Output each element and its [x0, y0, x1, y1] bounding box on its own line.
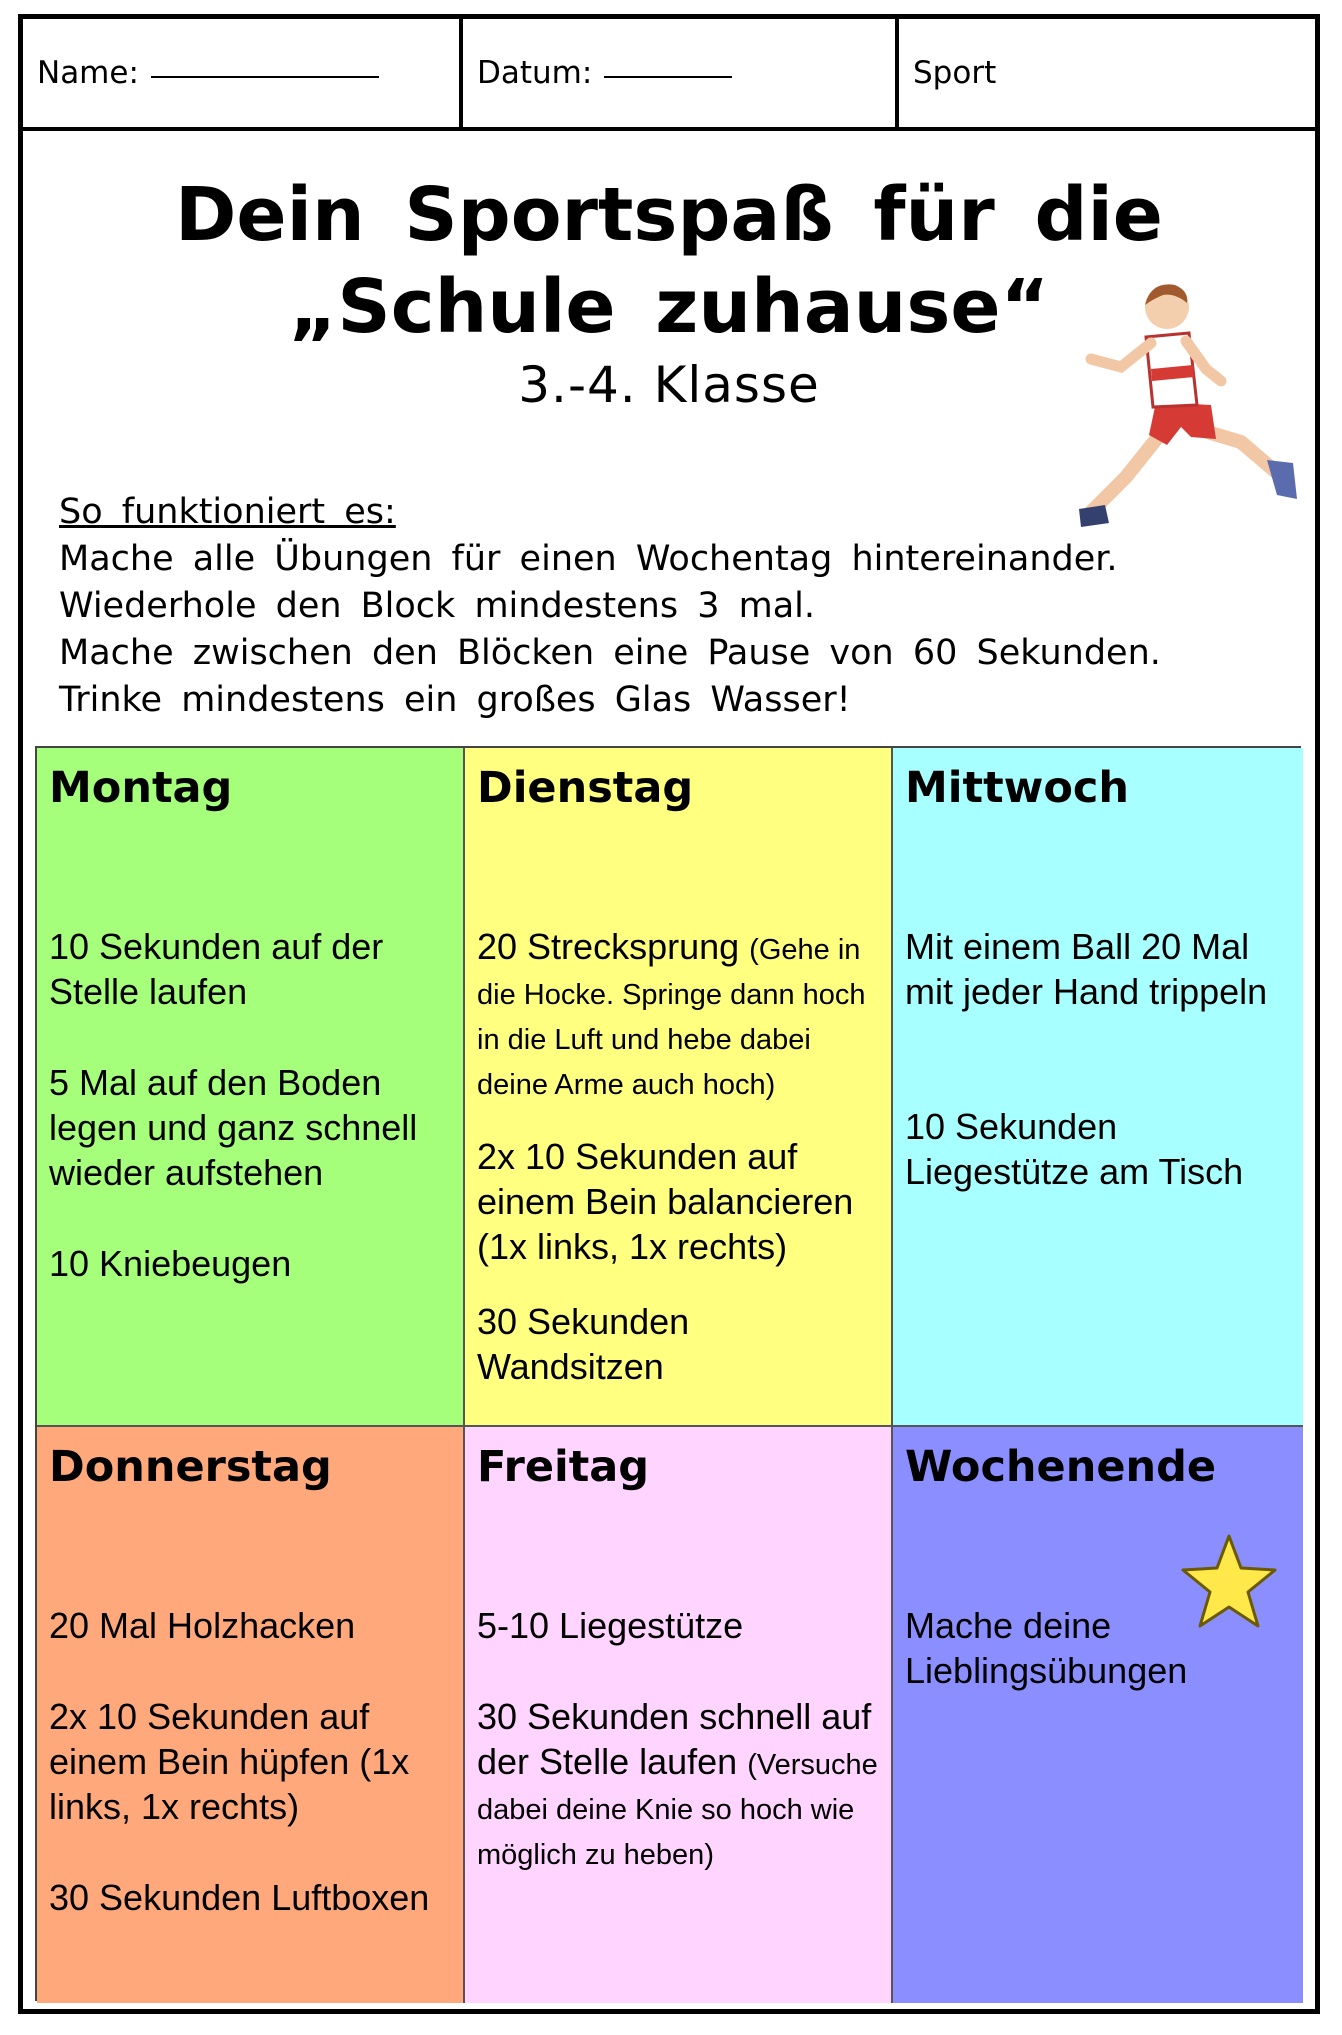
exercise-main-text: 20 Strecksprung [477, 926, 740, 967]
date-label: Datum: [477, 55, 593, 91]
exercise-note: (Gehe in die Hocke. Springe dann hoch in die Luft und hebe dabei deine Arme auch hoch) [477, 934, 866, 1101]
day-title-mittwoch: Mittwoch [905, 763, 1130, 813]
day-cell-donnerstag [37, 1427, 465, 2003]
date-field[interactable] [459, 19, 895, 127]
exercise-item: 30 Sekunden Wandsitzen [477, 1301, 690, 1387]
day-title-dienstag: Dienstag [477, 763, 694, 813]
day-title-freitag: Freitag [477, 1442, 650, 1492]
exercise-item: 5 Mal auf den Boden legen und ganz schnell wieder aufstehen [49, 1062, 418, 1193]
day-title-donnerstag: Donnerstag [49, 1442, 332, 1492]
instruction-line: Trinke mindestens ein großes Glas Wasser! [59, 680, 851, 720]
day-cell-dienstag [465, 748, 893, 1427]
day-cell-wochenende [893, 1427, 1303, 2003]
exercise-item: 10 Sekunden auf der Stelle laufen [49, 926, 384, 1012]
exercise-main-text: 30 Sekunden schnell auf der Stelle laufen [477, 1696, 872, 1782]
day-cell-montag [37, 748, 465, 1427]
subject-cell [895, 19, 1315, 127]
name-label: Name: [37, 55, 139, 91]
star-icon [1179, 1532, 1279, 1632]
exercise-item: 2x 10 Sekunden auf einem Bein hüpfen (1x links, 1x rechts) [49, 1696, 410, 1827]
instruction-line: Wiederhole den Block mindestens 3 mal. [59, 586, 816, 626]
exercise-item [477, 1694, 879, 1874]
page-title: Dein Sportspaß für die „Schule zuhause“ [175, 172, 1163, 350]
exercise-item: 20 Mal Holzhacken [49, 1605, 356, 1646]
grade-subtitle: 3.-4. Klasse [518, 356, 820, 414]
subject-label: Sport [913, 55, 997, 91]
instructions-block [59, 489, 1219, 724]
exercise-item: 10 Sekunden Liegestütze am Tisch [905, 1106, 1244, 1192]
exercise-item: 10 Kniebeugen [49, 1243, 292, 1284]
exercise-item: 30 Sekunden Luftboxen [49, 1877, 430, 1918]
exercise-note: (Versuche dabei deine Knie so hoch wie möglich zu heben) [477, 1749, 878, 1871]
day-cell-freitag [465, 1427, 893, 2003]
header-row [23, 19, 1315, 131]
exercise-item: 2x 10 Sekunden auf einem Bein balancieren (1x links, 1x rechts) [477, 1136, 854, 1267]
exercise-item: Mache deine Lieblingsübungen [905, 1605, 1188, 1691]
date-line [604, 68, 732, 78]
name-field[interactable] [23, 19, 459, 127]
exercise-item: 5-10 Liegestütze [477, 1605, 744, 1646]
instruction-line: Mache zwischen den Blöcken eine Pause von 60 Sekunden. [59, 633, 1161, 673]
instruction-line: Mache alle Übungen für einen Wochentag hintereinander. [59, 539, 1118, 579]
exercise-item [477, 924, 879, 1104]
exercise-item: Mit einem Ball 20 Mal mit jeder Hand trippeln [905, 926, 1268, 1012]
day-cell-mittwoch [893, 748, 1303, 1427]
weekly-exercise-grid [35, 746, 1301, 2001]
day-title-wochenende: Wochenende [905, 1442, 1217, 1492]
worksheet [18, 14, 1320, 2014]
instructions-heading: So funktioniert es: [59, 492, 396, 532]
day-title-montag: Montag [49, 763, 233, 813]
name-line [151, 68, 379, 78]
